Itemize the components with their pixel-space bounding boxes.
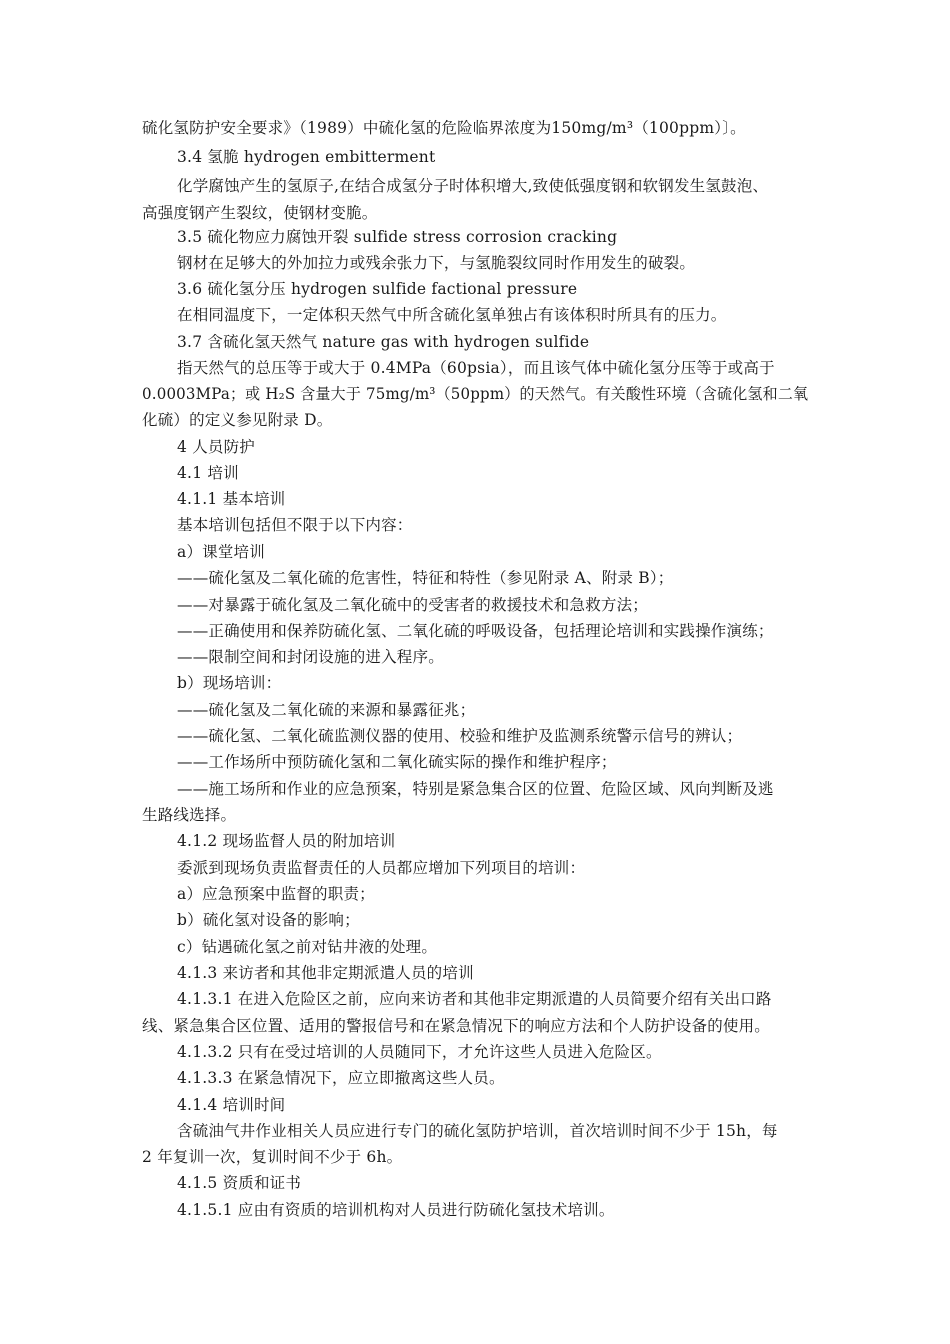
section-heading-4-1-5: 4.1.5 资质和证书 [177,1174,302,1192]
list-item: ——硫化氢、二氧化硫监测仪器的使用、校验和维护及监测系统警示信号的辨认； [177,727,743,745]
text-line: 高强度钢产生裂纹，使钢材变脆。 [142,204,378,222]
list-item: ——对暴露于硫化氢及二氧化硫中的受害者的救援技术和急救方法； [177,596,649,614]
text-line: 基本培训包括但不限于以下内容： [177,516,413,534]
list-item: c）钻遇硫化氢之前对钻井液的处理。 [177,938,438,956]
section-heading-4-1-2: 4.1.2 现场监督人员的附加培训 [177,832,396,850]
list-item: ——硫化氢及二氧化硫的来源和暴露征兆； [177,701,476,719]
text-line: 指天然气的总压等于或大于 0.4MPa（60psia），而且该气体中硫化氢分压等于或高于 [177,359,775,377]
list-item: ——工作场所中预防硫化氢和二氧化硫实际的操作和维护程序； [177,753,617,771]
text-line: 钢材在足够大的外加拉力或残余张力下，与氢脆裂纹同时作用发生的破裂。 [177,254,696,272]
text-line: 含硫油气井作业相关人员应进行专门的硫化氢防护培训，首次培训时间不少于 15h，每 [177,1122,778,1140]
section-heading-4-1-1: 4.1.1 基本培训 [177,490,286,508]
text-line: 在相同温度下，一定体积天然气中所含硫化氢单独占有该体积时所具有的压力。 [177,306,727,324]
list-item: b）现场培训： [177,674,282,692]
list-item: ——限制空间和封闭设施的进入程序。 [177,648,444,666]
text-line: 4.1.3.2 只有在受过培训的人员随同下，才允许这些人员进入危险区。 [177,1043,662,1061]
text-line: 4.1.5.1 应由有资质的培训机构对人员进行防硫化氢技术培训。 [177,1201,615,1219]
section-heading-4-1-3: 4.1.3 来访者和其他非定期派遣人员的培训 [177,964,474,982]
text-line: 化学腐蚀产生的氢原子,在结合成氢分子时体积增大,致使低强度钢和软钢发生氢鼓泡、 [177,177,769,195]
section-heading-3-5: 3.5 硫化物应力腐蚀开裂 sulfide stress corrosion cracking [177,228,618,246]
text-line: 4.1.3.1 在进入危险区之前，应向来访者和其他非定期派遣的人员简要介绍有关出口路 [177,990,772,1008]
section-heading-4-1-4: 4.1.4 培训时间 [177,1096,286,1114]
text-line: 线、紧急集合区位置、适用的警报信号和在紧急情况下的响应方法和个人防护设备的使用。 [142,1017,771,1035]
list-item: ——硫化氢及二氧化硫的危害性，特征和特性（参见附录 A、附录 B）； [177,569,674,587]
text-line: 2 年复训一次，复训时间不少于 6h。 [142,1148,403,1166]
list-item: ——施工场所和作业的应急预案，特别是紧急集合区的位置、危险区域、风向判断及逃 [177,780,774,798]
text-line: 0.0003MPa；或 H₂S 含量大于 75mg/m³（50ppm）的天然气。有关酸性环境（含硫化氢和二氧 [142,385,809,403]
list-item: b）硫化氢对设备的影响； [177,911,360,929]
list-item: ——正确使用和保养防硫化氢、二氧化硫的呼吸设备，包括理论培训和实践操作演练； [177,622,774,640]
section-heading-4: 4 人员防护 [177,438,255,456]
list-item: a）课堂培训 [177,543,265,561]
text-line: 委派到现场负责监督责任的人员都应增加下列项目的培训： [177,859,586,877]
section-heading-3-7: 3.7 含硫化氢天然气 nature gas with hydrogen sulfide [177,333,590,351]
section-heading-4-1: 4.1 培训 [177,464,239,482]
text-line: 生路线选择。 [142,806,237,824]
text-line: 4.1.3.3 在紧急情况下，应立即撤离这些人员。 [177,1069,505,1087]
section-heading-3-4: 3.4 氢脆 hydrogen embitterment [177,148,436,166]
list-item: a）应急预案中监督的职责； [177,885,375,903]
section-heading-3-6: 3.6 硫化氢分压 hydrogen sulfide factional pressure [177,280,578,298]
text-line: 硫化氢防护安全要求》（1989）中硫化氢的危险临界浓度为150mg/m³（100ppm）〕。 [142,119,746,137]
text-line: 化硫）的定义参见附录 D。 [142,411,333,429]
